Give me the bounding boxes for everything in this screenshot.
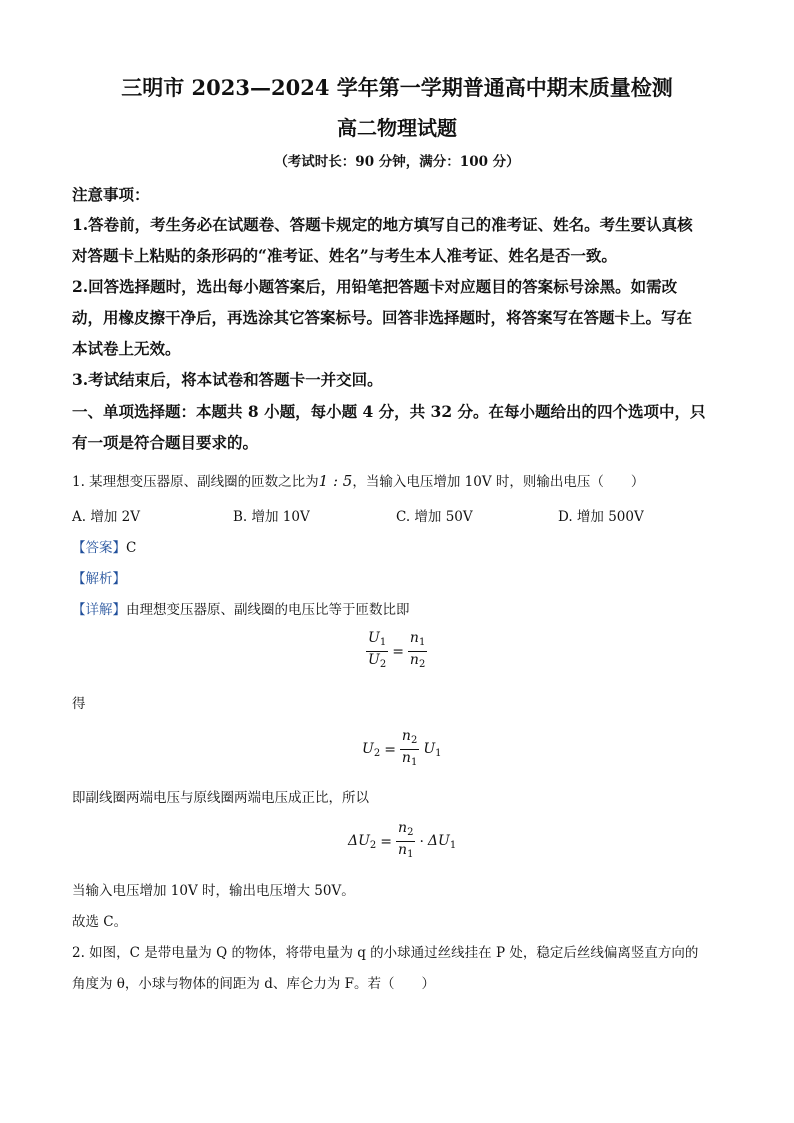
detail-text: 由理想变压器原、副线圈的电压比等于匝数比即	[126, 602, 410, 618]
analysis-tag: 【解析】	[72, 571, 126, 587]
de-text: 得	[72, 696, 86, 712]
q1-ratio: 1 : 5	[318, 472, 353, 490]
q1-answer	[72, 536, 136, 556]
q1-stem-b: ，当输入电压增加 10V 时，则输出电压（ ）	[352, 474, 645, 490]
note-1-line-1: 1.答卷前，考生务必在试题卷、答题卡规定的地方填写自己的准考证、姓名。考生要认真核	[72, 215, 693, 234]
fraction-u: $\frac{U_1}{U_2}$	[368, 630, 387, 670]
q1-stem-a: 1. 某理想变压器原、副线圈的匝数之比为	[72, 474, 319, 490]
q1-detail	[72, 598, 410, 618]
q1-option-a: A. 增加 2V	[72, 509, 140, 525]
choose-text: 故选 C。	[72, 914, 128, 930]
q2-line-1: 2. 如图，C 是带电量为 Q 的物体，将带电量为 q 的小球通过丝线挂在 P 处，稳定后丝线偏离竖直方向的	[72, 945, 699, 961]
equation-voltage-ratio: $\frac{U_1}{U_2}$ = $\frac{n_1}{n_2}$	[366, 630, 427, 673]
detail-tag: 【详解】	[72, 602, 126, 618]
equation-u2: $U_2$ = $\frac{n_2}{n_1}$ $U_1$	[362, 728, 442, 768]
q1-option-b: B. 增加 10V	[233, 509, 310, 525]
q1-option-d: D. 增加 500V	[558, 509, 644, 525]
subject-title: 高二物理试题	[337, 116, 457, 140]
q1-analysis-tag	[72, 567, 126, 587]
q1-option-c: C. 增加 50V	[396, 509, 473, 525]
note-3: 3.考试结束后，将本试卷和答题卡一并交回。	[72, 370, 383, 389]
q1-stem	[72, 470, 644, 490]
note-2-line-2: 动，用橡皮擦干净后，再选涂其它答案标号。回答非选择题时，将答案写在答题卡上。写在	[72, 308, 693, 327]
exam-info: （考试时长：90 分钟，满分：100 分）	[274, 154, 520, 170]
note-2-line-1: 2.回答选择题时，选出每小题答案后，用铅笔把答题卡对应题目的答案标号涂黑。如需改	[72, 277, 678, 296]
notes-heading: 注意事项：	[72, 185, 150, 204]
exam-title: 三明市 2023—2024 学年第一学期普通高中期末质量检测	[121, 75, 673, 100]
note-1-line-2: 对答题卡上粘贴的条形码的“准考证、姓名”与考生本人准考证、姓名是否一致。	[72, 246, 617, 265]
proportional-text: 即副线圈两端电压与原线圈两端电压成正比，所以	[72, 790, 369, 806]
conclusion-text: 当输入电压增加 10V 时，输出电压增大 50V。	[72, 883, 355, 899]
answer-value: C	[126, 540, 137, 556]
equation-delta-u2: $\Delta U_2$ = $\frac{n_2}{n_1}$ · $\Delta U_1$	[348, 820, 457, 860]
section-1-line-1: 一、单项选择题：本题共 8 小题，每小题 4 分，共 32 分。在每小题给出的四个选项中，只	[72, 402, 706, 421]
fraction-n: $\frac{n_1}{n_2}$	[409, 630, 426, 670]
note-2-line-3: 本试卷上无效。	[72, 339, 181, 358]
answer-tag: 【答案】	[72, 540, 126, 556]
q2-line-2: 角度为 θ，小球与物体的间距为 d、库仑力为 F。若（ ）	[72, 976, 436, 992]
section-1-line-2: 有一项是符合题目要求的。	[72, 433, 259, 452]
